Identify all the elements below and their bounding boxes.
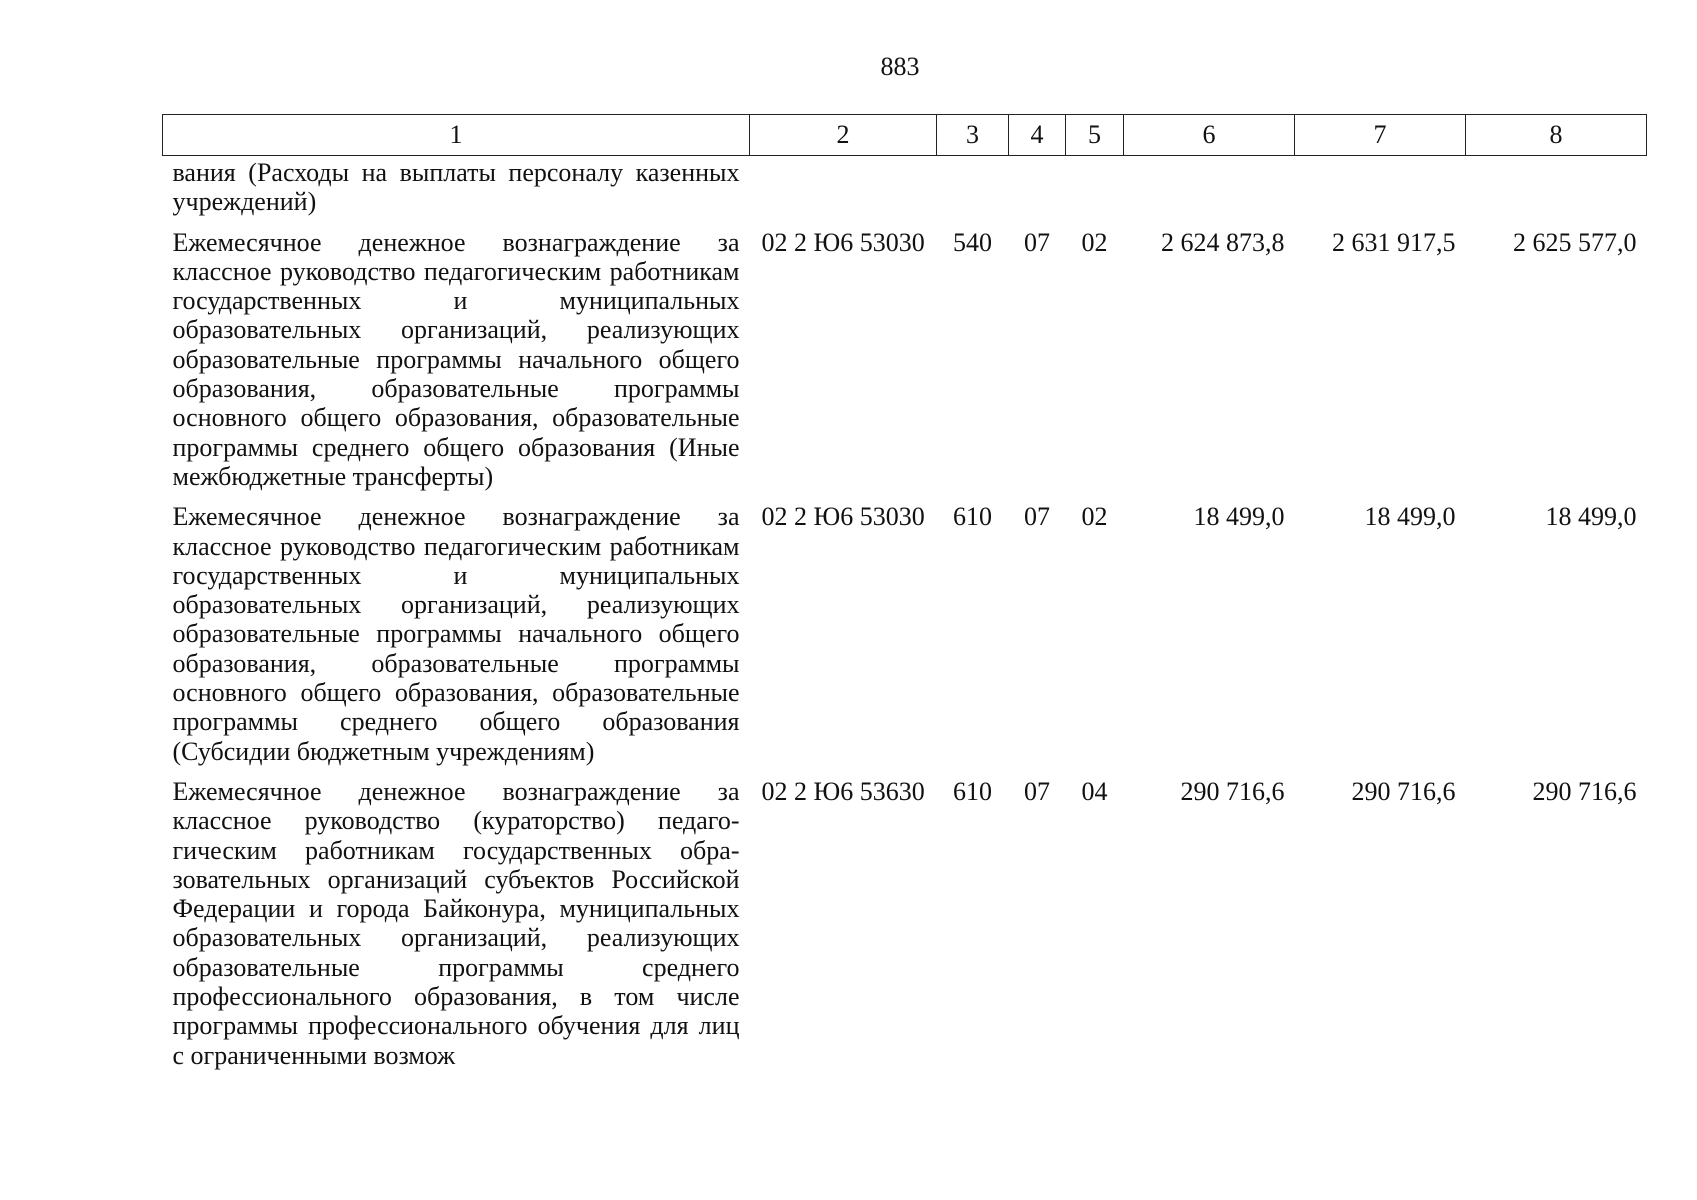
row-section: 07	[1024, 502, 1050, 532]
row-amount-col-8: 18 499,0	[1545, 502, 1637, 532]
header-row	[163, 115, 1647, 156]
header-col-5: 5	[1066, 115, 1124, 156]
row-amount-col-7	[1295, 156, 1466, 226]
header-col-7: 7	[1295, 115, 1466, 156]
row-amount-col-7: 2 631 917,5	[1332, 227, 1456, 257]
row-target-code: 02 2 Ю6 53030	[761, 502, 925, 532]
row-section: 07	[1024, 776, 1050, 806]
row-expense-type: 610	[953, 502, 992, 532]
header-col-1: 1	[163, 115, 750, 156]
row-section: 07	[1024, 227, 1050, 257]
row-expense-type	[937, 156, 1009, 226]
header-col-2: 2	[750, 115, 937, 156]
row-subsection	[1066, 156, 1124, 226]
table-row	[163, 775, 1647, 1079]
row-amount-col-6: 290 716,6	[1180, 776, 1285, 806]
row-expense-type: 610	[953, 776, 992, 806]
row-amount-col-8: 290 716,6	[1532, 776, 1637, 806]
header-col-6: 6	[1124, 115, 1295, 156]
row-amount-col-7: 18 499,0	[1364, 502, 1456, 532]
row-amount-col-8: 2 625 577,0	[1513, 227, 1637, 257]
row-amount-col-6: 18 499,0	[1193, 502, 1285, 532]
row-amount-col-8	[1466, 156, 1647, 226]
budget-table	[162, 114, 1647, 1079]
table-row	[163, 500, 1647, 775]
table-body	[163, 156, 1647, 1079]
header-col-3: 3	[937, 115, 1009, 156]
row-description: вания (Расходы на выплаты персоналу казенных учреждений)	[172, 158, 740, 217]
table-row	[163, 156, 1647, 226]
header-col-8: 8	[1466, 115, 1647, 156]
row-subsection: 02	[1081, 227, 1108, 257]
row-subsection: 04	[1081, 776, 1108, 806]
row-description: Ежемесячное денежное вознаграждение за классное руководство педагогическим работникам государственных и муниципальных образовательных организаций, реализующих образовательные программы начального общего образования, образовательные программы основного общего образования, образовательные программы среднего общего образования (Субсидии бюджетным учреждениям)	[172, 502, 740, 766]
row-target-code: 02 2 Ю6 53630	[761, 776, 925, 806]
row-amount-col-6	[1124, 156, 1295, 226]
row-subsection: 02	[1081, 502, 1108, 532]
row-description: Ежемесячное денежное вознаграждение за классное руководство (кураторство) педагогическим работникам государственных образовательных организаций субъектов Российской Федерации и города Байконура, муниципальных образовательных организаций, реализующих образовательные программы среднего профессионального образования, в том числе программы профессионального обучения для лиц с ограниченными возмож	[172, 776, 740, 1070]
row-section	[1009, 156, 1066, 226]
table-header	[163, 115, 1647, 156]
row-amount-col-7: 290 716,6	[1351, 776, 1456, 806]
page-number: 883	[880, 52, 920, 81]
row-description: Ежемесячное денежное вознаграждение за классное руководство педагогическим работникам государственных и муниципальных образовательных организаций, реализующих образовательные программы начального общего образования, образовательные программы основного общего образования, образовательные программы среднего общего образования (Иные межбюджетные трансферты)	[172, 227, 740, 491]
row-expense-type: 540	[953, 227, 992, 257]
table-row	[163, 226, 1647, 501]
header-col-4: 4	[1009, 115, 1066, 156]
row-target-code	[750, 156, 937, 226]
row-target-code: 02 2 Ю6 53030	[761, 227, 925, 257]
row-amount-col-6: 2 624 873,8	[1161, 227, 1285, 257]
